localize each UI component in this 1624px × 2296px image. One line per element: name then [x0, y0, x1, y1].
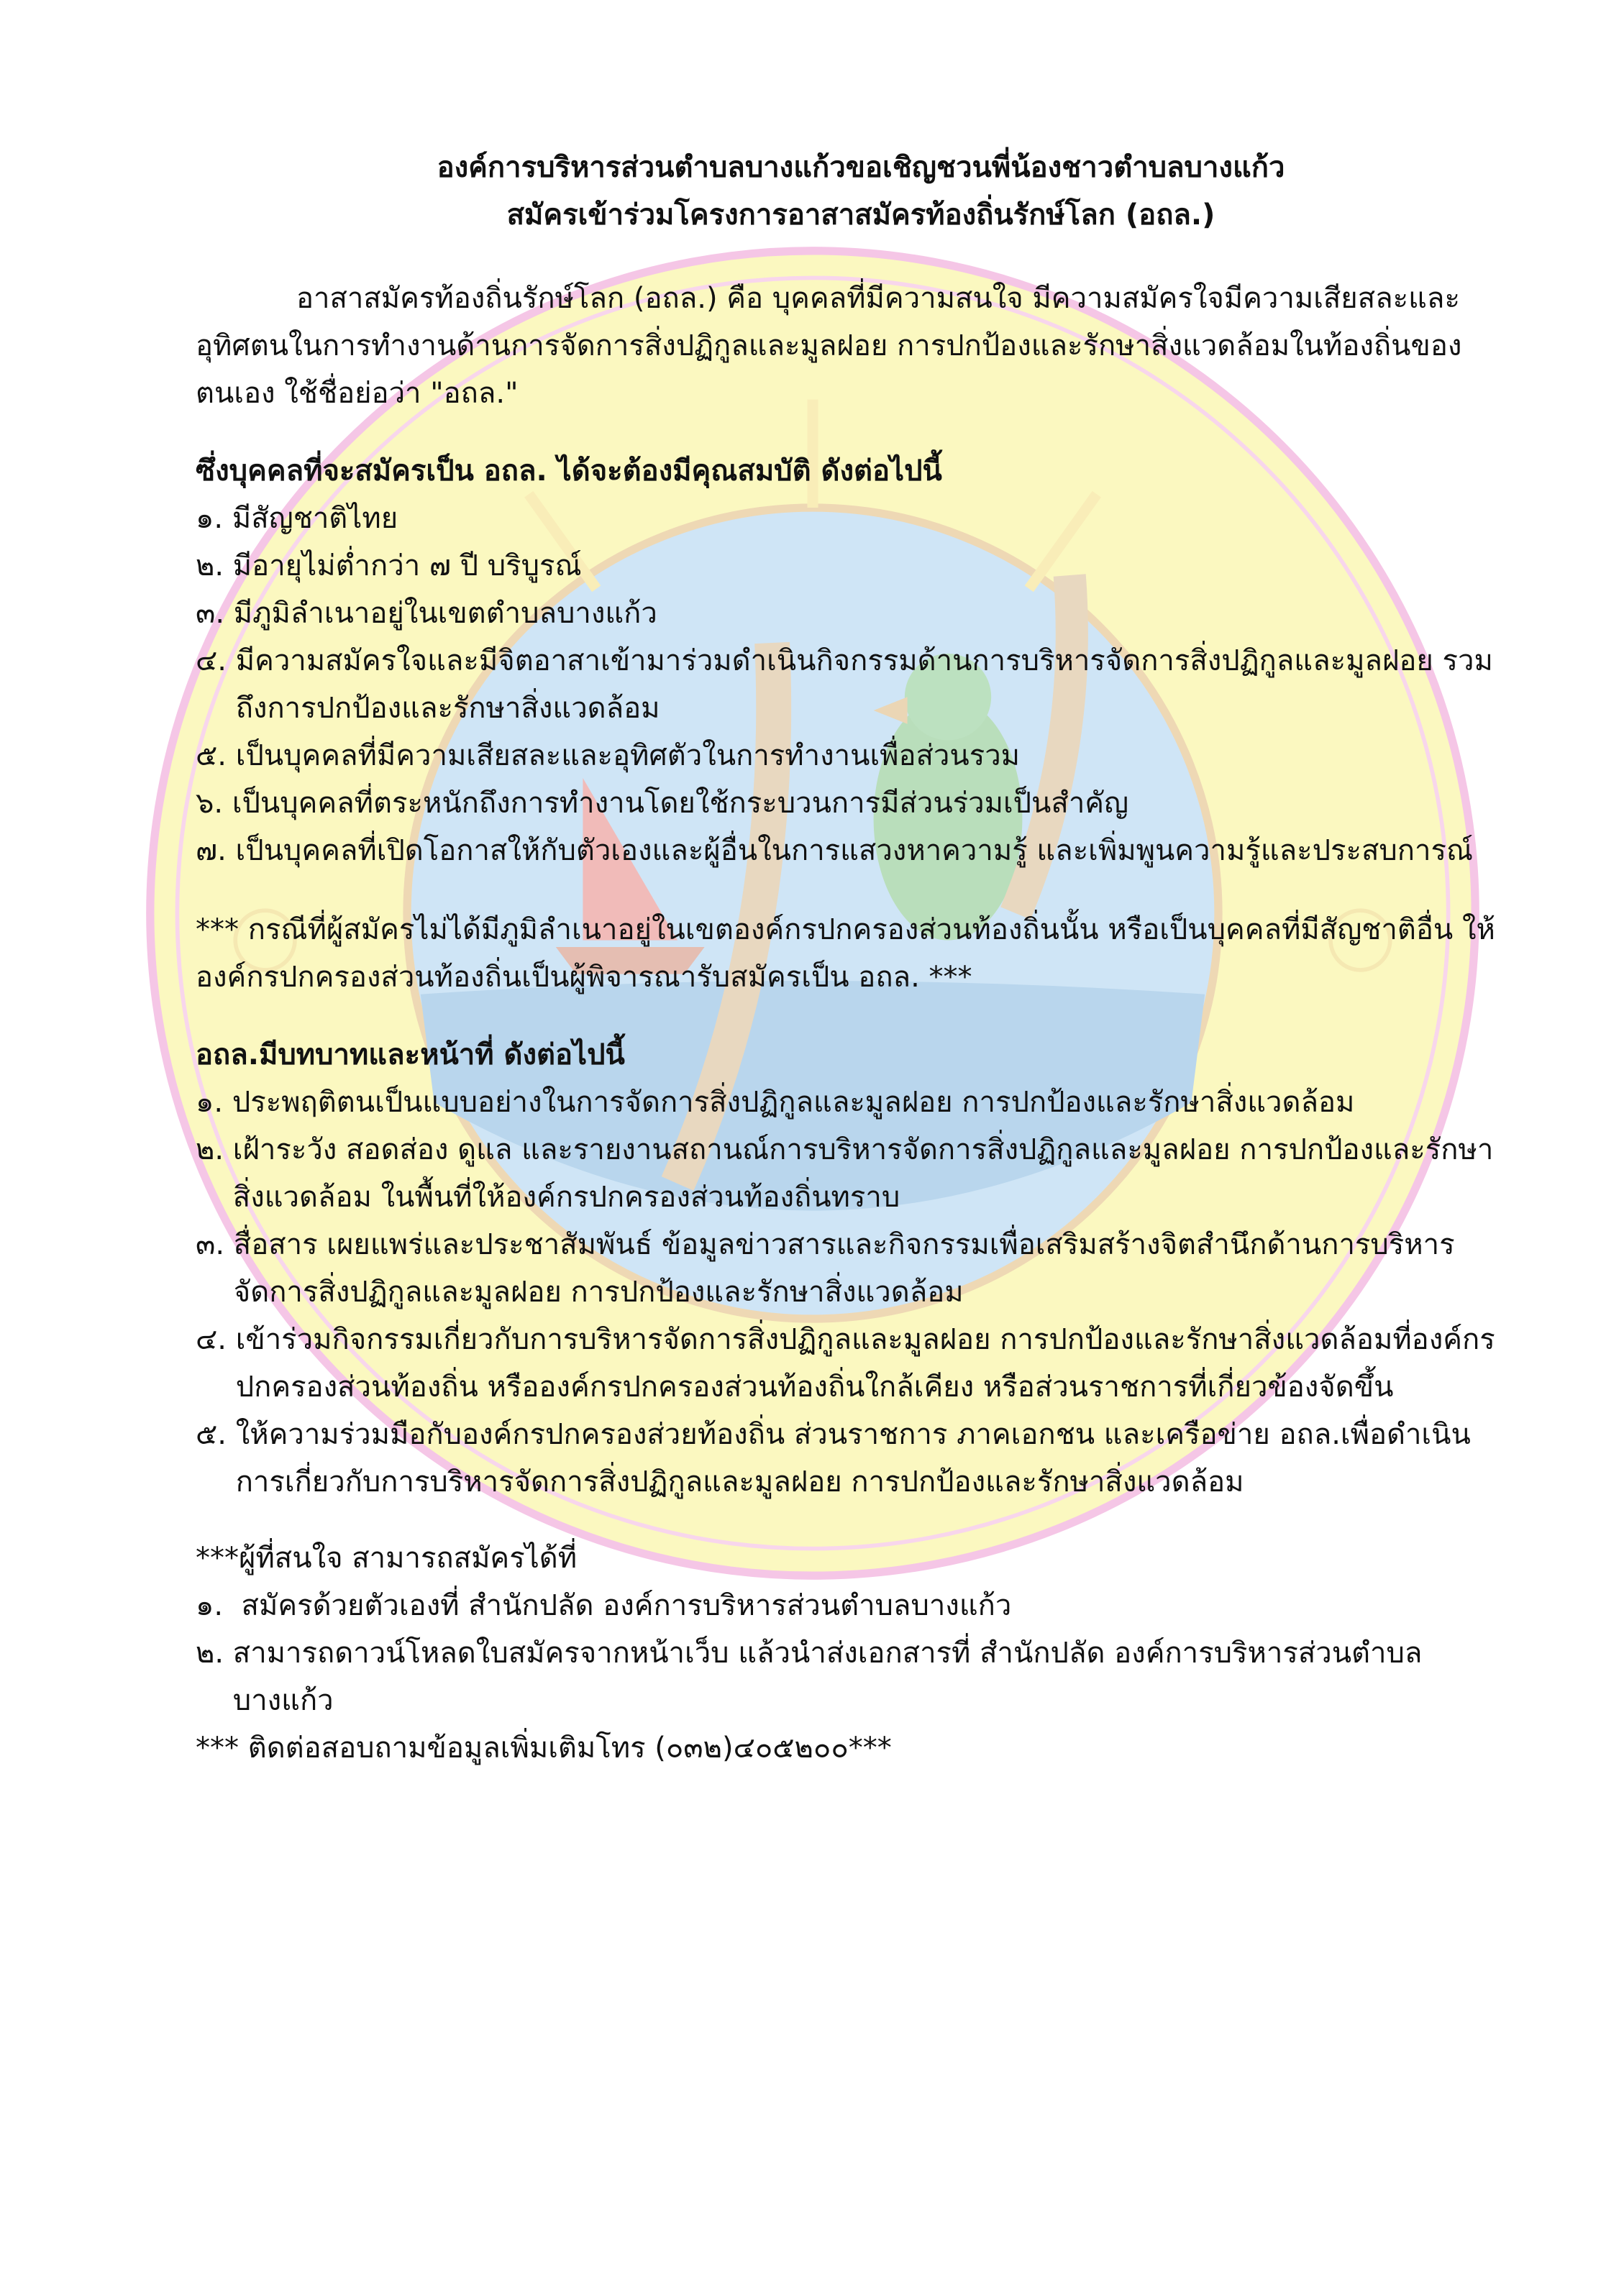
item-text: เฝ้าระวัง สอดส่อง ดูแล และรายงานสถานณ์การบริหารจัดการสิ่งปฏิกูลและมูลฝอย การปกป้องและรักษาสิ่งแวดล้อม ในพื้นที่ให้องค์กรปกครองส่วนท้องถิ่นทราบ [232, 1133, 1494, 1214]
item-text: เป็นบุคคลที่เปิดโอกาสให้กับตัวเองและผู้อื่นในการแสวงหาความรู้ และเพิ่มพูนความรู้และประสบการณ์ [235, 834, 1474, 867]
item-number: ๗. [196, 834, 236, 867]
intro-paragraph: อาสาสมัครท้องถิ่นรักษ์โลก (อถล.) คือ บุคคลที่มีความสนใจ มีความสมัครใจมีความเสียสละและอุทิศตนในการทำงานด้านการจัดการสิ่งปฏิกูลและมูลฝอย การปกป้องและรักษาสิ่งแวดล้อมในท้องถิ่นของตนเอง ใช้ชื่อย่อว่า "อถล." [196, 282, 1462, 410]
list-item [196, 542, 1512, 590]
eligibility-note: *** กรณีที่ผู้สมัครไม่ได้มีภูมิลำเนาอยู่ในเขตองค์กรปกครองส่วนท้องถิ่นนั้น หรือเป็นบุคคลที่มีสัญชาติอื่น ให้องค์กรปกครองส่วนท้องถิ่นเป็นผู้พิจารณารับสมัครเป็น อถล. *** [196, 913, 1495, 994]
document-body [196, 144, 1512, 1772]
item-number: ๑. [196, 1086, 232, 1119]
apply-heading: ***ผู้ที่สนใจ สามารถสมัครได้ที่ [196, 1542, 578, 1575]
list-item [196, 1582, 1512, 1629]
item-text: เป็นบุคคลที่มีความเสียสละและอุทิศตัวในการทำงานเพื่อส่วนรวม [235, 739, 1021, 772]
qualifications-list [196, 495, 1512, 874]
item-number: ๓. [196, 1228, 234, 1261]
list-item [196, 779, 1512, 827]
title-line-1: องค์การบริหารส่วนตำบลบางแก้วขอเชิญชวนพี่น้องชาวตำบลบางแก้ว [437, 151, 1285, 184]
item-number: ๒. [196, 549, 233, 582]
item-text: มีอายุไม่ต่ำกว่า ๗ ปี บริบูรณ์ [232, 549, 582, 582]
item-number: ๔. [196, 644, 236, 677]
item-number: ๑. [196, 1589, 242, 1622]
item-text: สื่อสาร เผยแพร่และประชาสัมพันธ์ ข้อมูลข่าวสารและกิจกรรมเพื่อเสริมสร้างจิตสำนึกด้านการบริหารจัดการสิ่งปฏิกูลและมูลฝอย การปกป้องและรักษาสิ่งแวดล้อม [233, 1228, 1455, 1309]
list-item [196, 827, 1512, 874]
item-number: ๕. [196, 739, 236, 772]
qualifications-heading: ซึ่งบุคคลที่จะสมัครเป็น อถล. ได้จะต้องมีคุณสมบัติ ดังต่อไปนี้ [196, 454, 942, 488]
item-number: ๖. [196, 787, 232, 820]
roles-list [196, 1079, 1512, 1506]
item-text: ให้ความร่วมมือกับองค์กรปกครองส่วยท้องถิ่น ส่วนราชการ ภาคเอกชน และเครือข่าย อถล.เพื่อดำเนินการเกี่ยวกับการบริหารจัดการสิ่งปฏิกูลและมูลฝอย การปกป้องและรักษาสิ่งแวดล้อม [235, 1418, 1471, 1499]
item-text: เป็นบุคคลที่ตระหนักถึงการทำงานโดยใช้กระบวนการมีส่วนร่วมเป็นสำคัญ [232, 787, 1129, 820]
title-line-2: สมัครเข้าร่วมโครงการอาสาสมัครท้องถิ่นรักษ์โลก (อถล.) [506, 198, 1215, 232]
apply-list [196, 1582, 1512, 1724]
item-number: ๒. [196, 1637, 233, 1670]
list-item [196, 1079, 1512, 1126]
item-number: ๒. [196, 1133, 233, 1166]
item-text: สมัครด้วยตัวเองที่ สำนักปลัด องค์การบริหารส่วนตำบลบางแก้ว [241, 1589, 1012, 1622]
item-text: มีภูมิลำเนาอยู่ในเขตตำบลบางแก้ว [233, 597, 657, 630]
list-item [196, 495, 1512, 542]
item-number: ๓. [196, 597, 234, 630]
item-number: ๑. [196, 502, 232, 535]
list-item [196, 732, 1512, 779]
roles-heading: อถล.มีบทบาทและหน้าที่ ดังต่อไปนี้ [196, 1038, 625, 1071]
list-item [196, 1126, 1512, 1221]
item-text: ประพฤติตนเป็นแบบอย่างในการจัดการสิ่งปฏิกูลและมูลฝอย การปกป้องและรักษาสิ่งแวดล้อม [232, 1086, 1355, 1119]
list-item [196, 1316, 1512, 1411]
item-number: ๔. [196, 1323, 236, 1356]
list-item [196, 1411, 1512, 1506]
item-text: เข้าร่วมกิจกรรมเกี่ยวกับการบริหารจัดการสิ่งปฏิกูลและมูลฝอย การปกป้องและรักษาสิ่งแวดล้อมที่องค์กรปกครองส่วนท้องถิ่น หรือองค์กรปกครองส่วนท้องถิ่นใกล้เคียง หรือส่วนราชการที่เกี่ยวข้องจัดขึ้น [235, 1323, 1495, 1404]
list-item [196, 590, 1512, 637]
contact-line: *** ติดต่อสอบถามข้อมูลเพิ่มเติมโทร (๐๓๒)๔๐๕๒๐๐*** [196, 1732, 892, 1765]
list-item [196, 1221, 1512, 1316]
item-text: มีสัญชาติไทย [232, 502, 398, 535]
list-item [196, 637, 1512, 732]
item-text: สามารถดาวน์โหลดใบสมัครจากหน้าเว็บ แล้วนำส่งเอกสารที่ สำนักปลัด องค์การบริหารส่วนตำบลบางแก้ว [232, 1637, 1423, 1717]
item-text: มีความสมัครใจและมีจิตอาสาเข้ามาร่วมดำเนินกิจกรรมด้านการบริหารจัดการสิ่งปฏิกูลและมูลฝอย รวมถึงการปกป้องและรักษาสิ่งแวดล้อม [235, 644, 1493, 725]
list-item [196, 1629, 1512, 1724]
item-number: ๕. [196, 1418, 236, 1451]
